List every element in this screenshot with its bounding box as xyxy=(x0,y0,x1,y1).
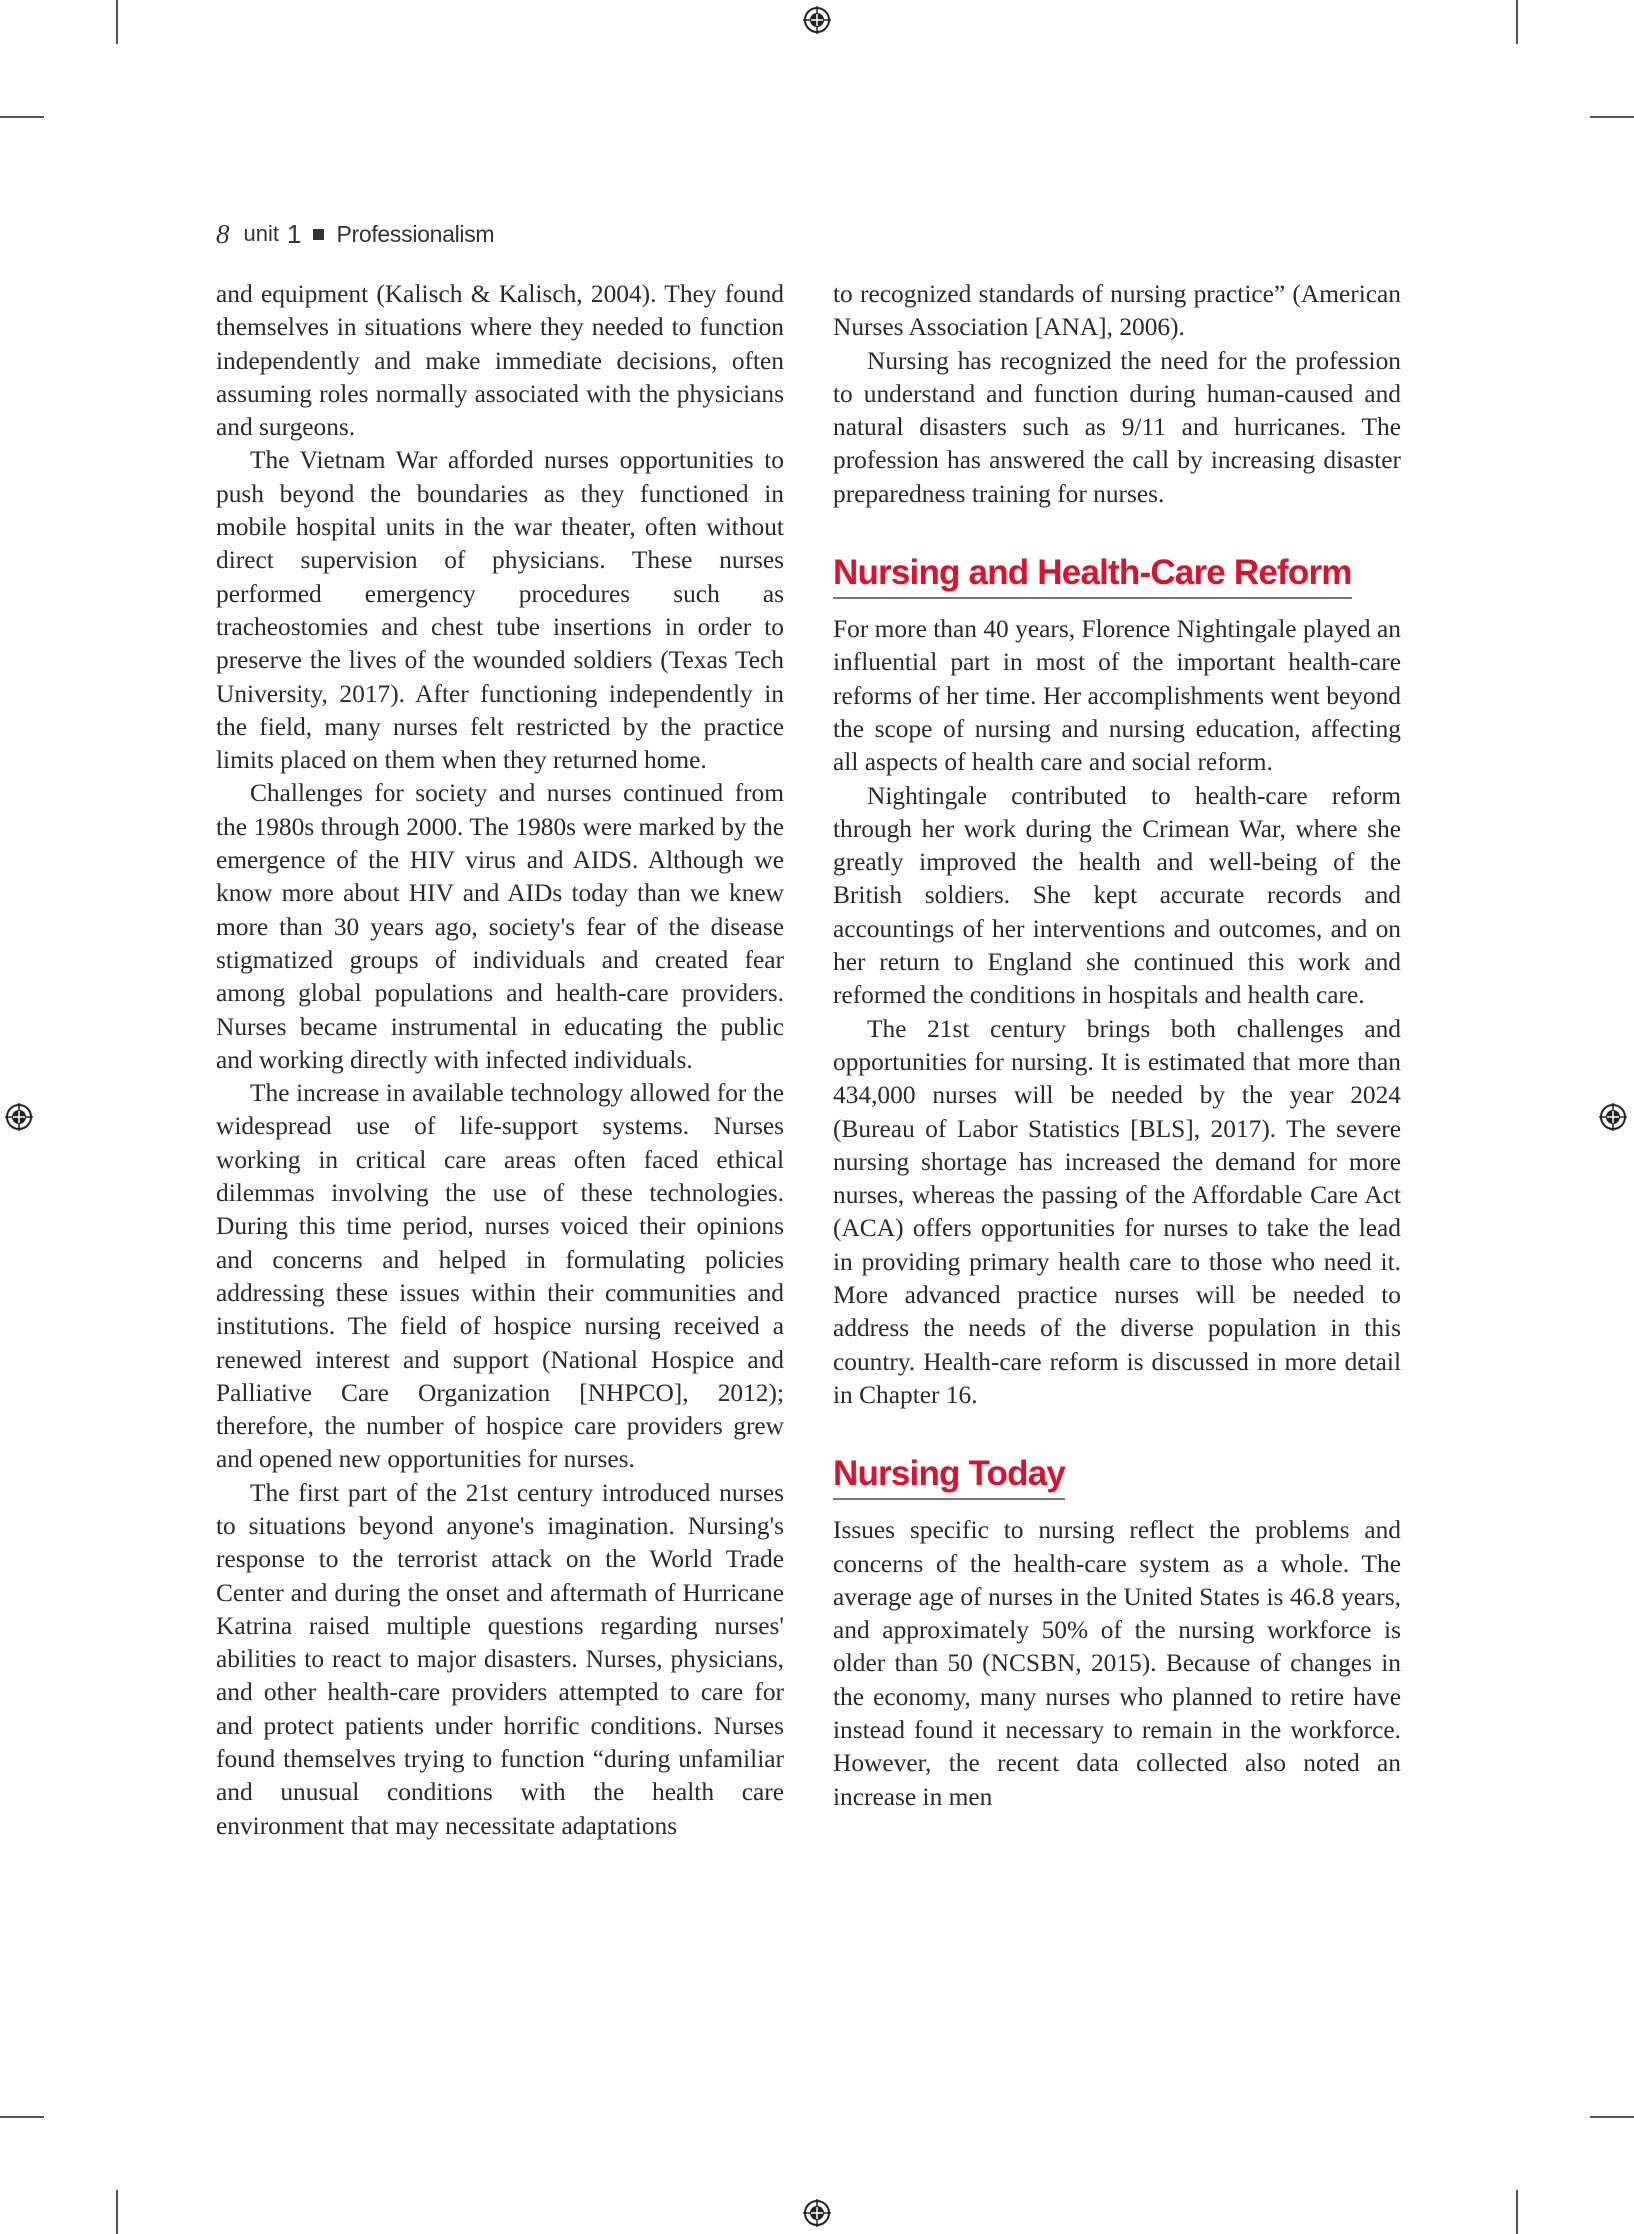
paragraph: Issues specific to nursing reflect the problems and concerns of the health-care system as a whole. The average age of nurses in the United States is 46.8 years, and approximately 50% of the nursing workforce is older than 50 (NCSBN, 2015). Because of changes in the economy, many nurses who planned to retire have instead found it necessary to remain in the workforce. However, the recent data collected also noted an increase in men xyxy=(833,1516,1401,1811)
unit-number: 1 xyxy=(286,218,302,249)
left-column xyxy=(216,278,784,1843)
crop-mark xyxy=(1516,0,1518,44)
crop-mark xyxy=(116,0,118,44)
header-square-bullet xyxy=(313,229,324,240)
running-header xyxy=(216,214,494,254)
paragraph: Nursing has recognized the need for the profession to understand and function during human-caused and natural disasters such as 9/11 and hurricanes. The profession has answered the call by increasing disaster preparedness training for nurses. xyxy=(833,346,1401,508)
paragraph: Nightingale contributed to health-care reform through her work during the Crimean War, where she greatly improved the health and well-being of the British soldiers. She kept accurate records and accountings of her interventions and outcomes, and on her return to England she continued this work and reformed the conditions in hospitals and health care. xyxy=(833,781,1401,1010)
section-heading: Nursing Today xyxy=(833,1454,1065,1500)
crop-mark xyxy=(0,116,44,118)
paragraph: For more than 40 years, Florence Nightingale played an influential part in most of the important health-care reforms of her time. Her accomplishments went beyond the scope of nursing and nursing education, affecting all aspects of health care and social reform. xyxy=(833,615,1401,777)
page-number: 8 xyxy=(216,218,230,249)
paragraph: The increase in available technology allowed for the widespread use of life-support systems. Nurses working in critical care areas often faced ethical dilemmas involving the use of these technologies. During this time period, nurses voiced their opinions and concerns and helped in formulating policies addressing these issues within their communities and institutions. The field of hospice nursing received a renewed interest and support (National Hospice and Palliative Care Organization [NHPCO], 2012); therefore, the number of hospice care providers grew and opened new opportunities for nurses. xyxy=(216,1079,784,1474)
paragraph: The Vietnam War afforded nurses opportunities to push beyond the boundaries as they functioned in mobile hospital units in the war theater, often without direct supervision of physicians. These nurses performed emergency procedures such as tracheostomies and chest tube insertions in order to preserve the lives of the wounded soldiers (Texas Tech University, 2017). After functioning independently in the field, many nurses felt restricted by the practice limits placed on them when they returned home. xyxy=(216,446,784,775)
unit-label: unit xyxy=(243,221,279,246)
section-title: Professionalism xyxy=(336,220,495,247)
right-column xyxy=(833,278,1401,1814)
crop-mark xyxy=(0,2116,44,2118)
registration-mark-icon xyxy=(802,2198,832,2228)
registration-mark-icon xyxy=(1598,1102,1628,1132)
paragraph: The 21st century brings both challenges and opportunities for nursing. It is estimated that more than 434,000 nurses will be needed by the year 2024 (Bureau of Labor Statistics [BLS], 2017). The severe nursing shortage has increased the demand for more nurses, whereas the passing of the Affordable Care Act (ACA) offers opportunities for nurses to take the lead in providing primary health care to those who need it. More advanced practice nurses will be needed to address the needs of the diverse population in this country. Health-care reform is discussed in more detail in Chapter 16. xyxy=(833,1014,1401,1409)
paragraph: and equipment (Kalisch & Kalisch, 2004). They found themselves in situations where they needed to function independently and make immediate decisions, often assuming roles normally associated with the physicians and surgeons. xyxy=(216,280,784,442)
section-heading: Nursing and Health-Care Reform xyxy=(833,553,1352,599)
paragraph: The first part of the 21st century introduced nurses to situations beyond anyone's imagination. Nursing's response to the terrorist attack on the World Trade Center and during the onset and aftermath of Hurricane Katrina raised multiple questions regarding nurses' abilities to react to major disasters. Nurses, physicians, and other health-care providers attempted to care for and protect patients under horrific conditions. Nurses found themselves trying to function “during unfamiliar and unusual conditions with the health care environment that may necessitate adaptations xyxy=(216,1478,784,1840)
paragraph: Challenges for society and nurses continued from the 1980s through 2000. The 1980s were marked by the emergence of the HIV virus and AIDS. Although we know more about HIV and AIDs today than we knew more than 30 years ago, society's fear of the disease stigmatized groups of individuals and created fear among global populations and health-care providers. Nurses became instrumental in educating the public and working directly with infected individuals. xyxy=(216,779,784,1074)
crop-mark xyxy=(1516,2190,1518,2234)
registration-mark-icon xyxy=(802,5,832,35)
crop-mark xyxy=(116,2190,118,2234)
paragraph: to recognized standards of nursing practice” (American Nurses Association [ANA], 2006). xyxy=(833,280,1401,342)
crop-mark xyxy=(1590,2116,1634,2118)
crop-mark xyxy=(1590,116,1634,118)
registration-mark-icon xyxy=(4,1102,34,1132)
